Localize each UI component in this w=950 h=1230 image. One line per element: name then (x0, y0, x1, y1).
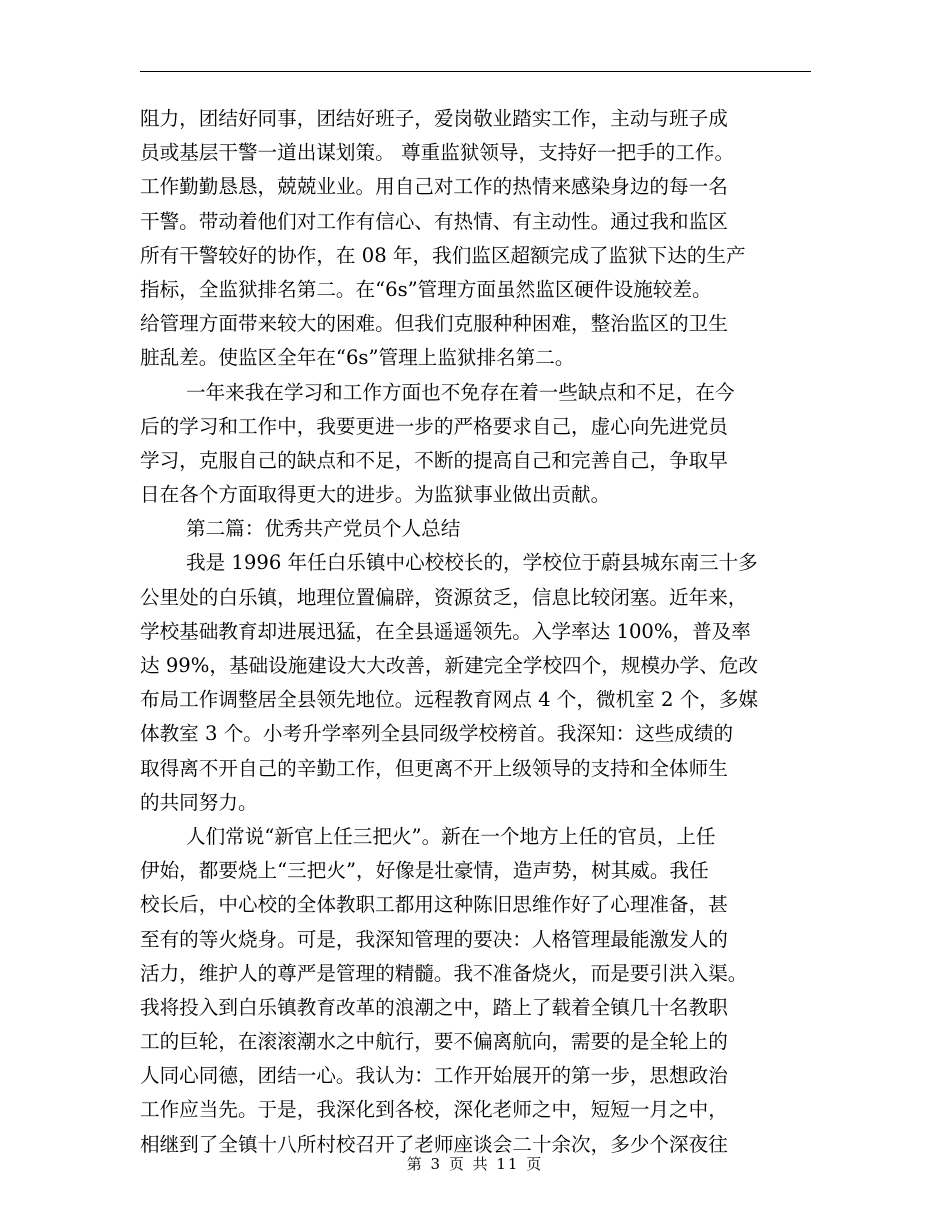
page-number-footer: 第 3 页 共 11 页 (406, 1155, 544, 1173)
text-line: 达 99%，基础设施建设大大改善，新建完全学校四个，规模办学、危改 (140, 654, 758, 677)
text-line: 布局工作调整居全县领先地位。远程教育网点 4 个，微机室 2 个，多媒 (140, 688, 759, 712)
text-line: 日在各个方面取得更大的进步。为监狱事业做出贡献。 (140, 483, 611, 507)
text-line: 至有的等火烧身。可是，我深知管理的要决：人格管理最能激发人的 (140, 927, 728, 951)
text-line: 给管理方面带来较大的困难。但我们克服种种困难，整治监区的卫生 (140, 312, 728, 336)
text-line: 工作勤勤恳恳，兢兢业业。用自己对工作的热情来感染身边的每一名 (140, 175, 728, 199)
text-line: 的共同努力。 (140, 790, 258, 814)
text-line: 后的学习和工作中，我要更进一步的严格要求自己，虚心向先进党员 (140, 414, 728, 438)
text-line: 我是 1996 年任白乐镇中心校校长的，学校位于蔚县城东南三十多 (186, 551, 758, 575)
document-body (140, 102, 812, 1162)
text-line: 工的巨轮，在滚滚潮水之中航行，要不偏离航向，需要的是全轮上的 (140, 1030, 728, 1054)
text-line: 学习，克服自己的缺点和不足，不断的提高自己和完善自己，争取早 (140, 448, 728, 472)
text-line: 伊始，都要烧上“三把火”，好像是壮豪情，造声势，树其威。我任 (140, 859, 709, 883)
text-line: 所有干警较好的协作，在 08 年，我们监区超额完成了监狱下达的生产 (140, 243, 746, 267)
text-line: 人们常说“新官上任三把火”。新在一个地方上任的官员，上任 (186, 824, 716, 848)
text-line: 人同心同德，团结一心。我认为：工作开始展开的第一步，思想政治 (140, 1064, 728, 1088)
text-line: 我将投入到白乐镇教育改革的浪潮之中，踏上了载着全镇几十名教职 (140, 995, 728, 1019)
text-line: 工作应当先。于是，我深化到各校，深化老师之中，短短一月之中， (140, 1098, 728, 1122)
text-line: 指标，全监狱排名第二。在“6s”管理方面虽然监区硬件设施较差。 (140, 277, 712, 301)
text-line: 员或基层干警一道出谋划策。 尊重监狱领导，支持好一把手的工作。 (140, 141, 735, 165)
text-line: 一年来我在学习和工作方面也不免存在着一些缺点和不足，在今 (186, 380, 735, 404)
text-line: 第二篇：优秀共产党员个人总结 (186, 517, 461, 541)
text-line: 取得离不开自己的辛勤工作，但更离不开上级领导的支持和全体师生 (140, 756, 728, 780)
text-line: 干警。带动着他们对工作有信心、有热情、有主动性。通过我和监区 (140, 209, 728, 233)
text-line: 校长后，中心校的全体教职工都用这种陈旧思维作好了心理准备，甚 (140, 893, 728, 917)
header-rule (140, 71, 811, 72)
text-line: 活力，维护人的尊严是管理的精髓。我不准备烧火，而是要引洪入渠。 (140, 961, 748, 985)
text-line: 阻力，团结好同事，团结好班子，爱岗敬业踏实工作，主动与班子成 (140, 107, 728, 130)
text-line: 学校基础教育却进展迅猛，在全县遥遥领先。入学率达 100%，普及率 (140, 619, 751, 643)
text-line: 公里处的白乐镇，地理位置偏辟，资源贫乏，信息比较闭塞。近年来， (140, 585, 748, 609)
text-line: 脏乱差。使监区全年在“6s”管理上监狱排名第二。 (140, 346, 575, 370)
text-line: 体教室 3 个。小考升学率列全县同级学校榜首。我深知：这些成绩的 (140, 722, 734, 746)
text-line: 相继到了全镇十八所村校召开了老师座谈会二十余次，多少个深夜往 (140, 1132, 728, 1156)
